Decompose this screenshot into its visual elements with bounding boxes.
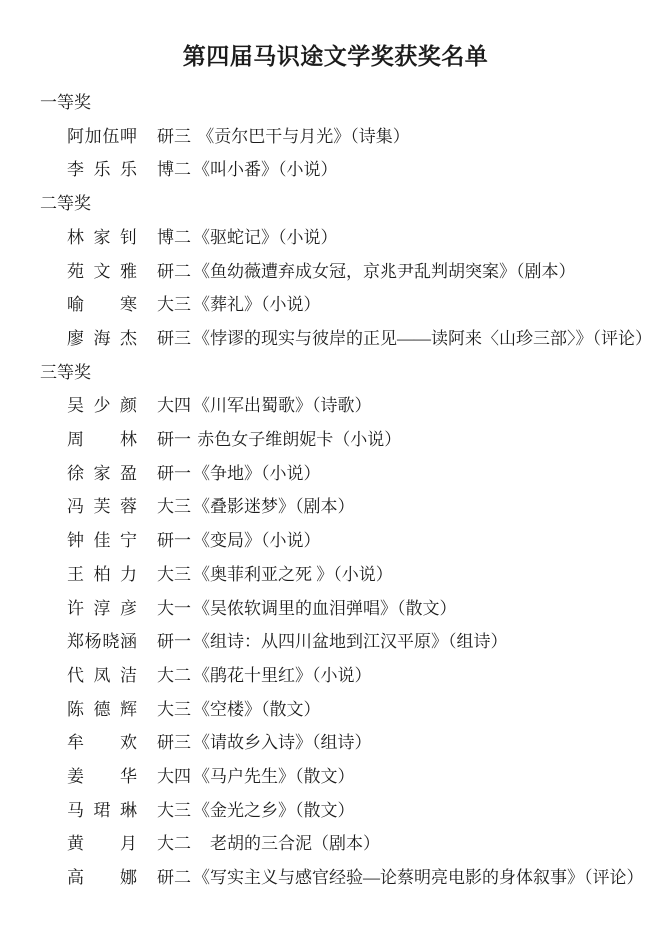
winner-work: 《变局》（小说） [193, 531, 321, 551]
winner-name: 廖海杰 [67, 328, 137, 348]
winner-name: 阿加伍呷 [67, 126, 137, 146]
winner-grade: 研一 [157, 531, 191, 551]
winner-grade: 大三 [157, 497, 191, 517]
winner-grade: 大二 [157, 665, 191, 685]
winner-work: 老胡的三合泥（剧本） [193, 834, 380, 854]
award-entry [0, 861, 671, 895]
winner-work: 《悖谬的现实与彼岸的正见——读阿来〈山珍三部〉》（评论） [193, 328, 652, 348]
award-entry [0, 625, 671, 659]
winner-name: 喻 寒 [67, 295, 137, 315]
award-entry [0, 457, 671, 491]
winner-name: 钟佳宁 [67, 531, 137, 551]
winner-name: 徐家盈 [67, 463, 137, 483]
winner-work: 《争地》（小说） [193, 463, 321, 483]
winner-work: 《驱蛇记》（小说） [193, 227, 338, 247]
winner-name: 高 娜 [67, 868, 137, 888]
winner-grade: 大三 [157, 800, 191, 820]
winner-grade: 博二 [157, 160, 191, 180]
award-entry [0, 726, 671, 760]
section-heading-third-prize: 三等奖 [40, 362, 91, 382]
award-entry [0, 153, 671, 187]
winner-work: 《叠影迷梦》（剧本） [193, 497, 355, 517]
award-entry [0, 794, 671, 828]
winner-grade: 研一 [157, 463, 191, 483]
winner-grade: 研三 [157, 126, 191, 146]
winner-name: 许淳彦 [67, 598, 137, 618]
winner-grade: 研二 [157, 261, 191, 281]
winner-name: 林家钊 [67, 227, 137, 247]
winner-work: 《请故乡入诗》（组诗） [193, 733, 372, 753]
winner-grade: 大三 [157, 699, 191, 719]
winner-work: 《写实主义与感官经验—论蔡明亮电影的身体叙事》（评论） [193, 868, 644, 888]
winner-work: 《金光之乡》（散文） [193, 800, 355, 820]
winner-work: 《葬礼》（小说） [193, 295, 321, 315]
award-entry [0, 558, 671, 592]
winner-name: 姜 华 [67, 767, 137, 787]
award-entry [0, 120, 671, 154]
winner-grade: 大二 [157, 834, 191, 854]
award-entry [0, 221, 671, 255]
winner-work: 《鱼幼薇遭弃成女冠，京兆尹乱判胡突案》（剧本） [193, 261, 576, 281]
winner-grade: 大三 [157, 295, 191, 315]
winner-work: 《马户先生》（散文） [193, 767, 355, 787]
winner-grade: 大四 [157, 767, 191, 787]
winner-work: 《川军出蜀歌》（诗歌） [193, 396, 372, 416]
winner-name: 冯芙蓉 [67, 497, 137, 517]
winner-grade: 博二 [157, 227, 191, 247]
winner-name: 牟 欢 [67, 733, 137, 753]
award-entry [0, 322, 671, 356]
winner-name: 李乐乐 [67, 160, 137, 180]
winner-grade: 研一 [157, 430, 191, 450]
winner-work: 《吴侬软调里的血泪弹唱》（散文） [193, 598, 457, 618]
winner-name: 王柏力 [67, 564, 137, 584]
award-entry [0, 423, 671, 457]
winner-name: 周 林 [67, 430, 137, 450]
winner-grade: 研三 [157, 733, 191, 753]
winner-grade: 研一 [157, 632, 191, 652]
award-entry [0, 288, 671, 322]
award-entry [0, 389, 671, 423]
winner-work: 赤色女子维朗妮卡（小说） [193, 430, 402, 450]
award-entry [0, 490, 671, 524]
winner-name: 马珺琳 [67, 800, 137, 820]
section-heading-second-prize: 二等奖 [40, 194, 91, 214]
winner-name: 吴少颜 [67, 396, 137, 416]
winner-grade: 研三 [157, 328, 191, 348]
winner-grade: 大四 [157, 396, 191, 416]
winner-work: 《组诗：从四川盆地到江汉平原》（组诗） [193, 632, 508, 652]
winner-name: 黄 月 [67, 834, 137, 854]
winner-name: 代凤洁 [67, 665, 137, 685]
winner-name: 陈德辉 [67, 699, 137, 719]
winner-grade: 大一 [157, 598, 191, 618]
document-title: 第四届马识途文学奖获奖名单 [182, 44, 489, 69]
winner-grade: 研二 [157, 868, 191, 888]
award-list [0, 86, 671, 895]
winner-work: 《空楼》（散文） [193, 699, 321, 719]
award-entry [0, 760, 671, 794]
winner-work: 《奥菲利亚之死 》（小说） [193, 564, 393, 584]
award-entry [0, 255, 671, 289]
award-entry [0, 693, 671, 727]
award-entry [0, 524, 671, 558]
award-entry [0, 659, 671, 693]
award-entry [0, 592, 671, 626]
award-entry [0, 827, 671, 861]
winner-work: 《贡尔巴干与月光》（诗集） [193, 126, 410, 146]
winner-grade: 大三 [157, 564, 191, 584]
section-heading-first-prize: 一等奖 [40, 93, 91, 112]
winner-name: 郑杨晓涵 [67, 632, 137, 652]
winner-work: 《鹃花十里红》（小说） [193, 665, 372, 685]
winner-name: 苑文雅 [67, 261, 137, 281]
winner-work: 《叫小番》（小说） [193, 160, 338, 180]
